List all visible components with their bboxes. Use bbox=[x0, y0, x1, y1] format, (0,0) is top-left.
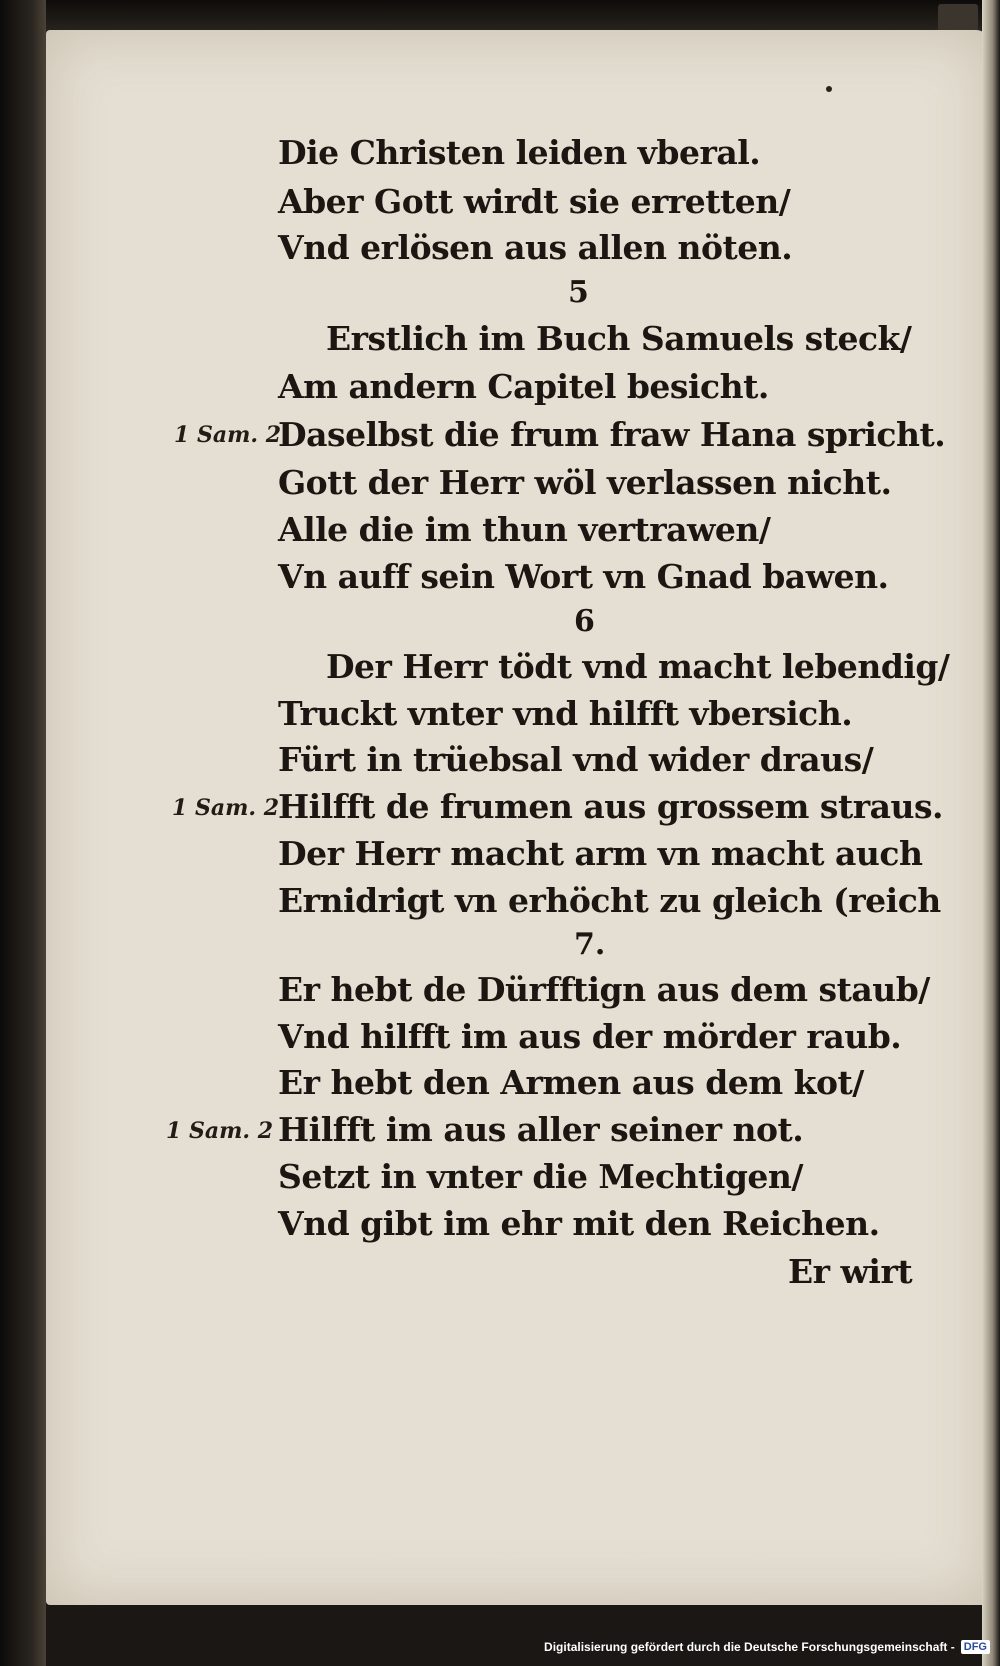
book-page bbox=[46, 30, 990, 1605]
verse-line: Setzt in vnter die Mechtigen/ bbox=[278, 1157, 803, 1196]
digitization-credit bbox=[544, 1636, 990, 1658]
verse-line: Am andern Capitel besicht. bbox=[278, 367, 769, 406]
stanza-number: 7. bbox=[574, 927, 606, 962]
verse-line: Daselbst die frum fraw Hana spricht. bbox=[278, 415, 946, 454]
dfg-logo: DFG bbox=[961, 1640, 990, 1654]
page-fore-edge bbox=[982, 0, 1000, 1666]
book-spine bbox=[0, 0, 46, 1666]
verse-line: Ernidrigt vn erhöcht zu gleich (reich bbox=[278, 881, 941, 920]
verse-line: Vnd gibt im ehr mit den Reichen. bbox=[278, 1204, 880, 1243]
verse-line: Der Herr macht arm vn macht auch bbox=[278, 834, 923, 873]
catchword: Er wirt bbox=[788, 1252, 913, 1291]
margin-reference: 1 Sam. 2 bbox=[166, 1118, 274, 1144]
verse-line: Der Herr tödt vnd macht lebendig/ bbox=[326, 647, 950, 686]
credit-text: Digitalisierung gefördert durch die Deutsche Forschungsgemeinschaft - bbox=[544, 1640, 955, 1654]
verse-line: Aber Gott wirdt sie erretten/ bbox=[278, 182, 791, 221]
verse-line: Fürt in trüebsal vnd wider draus/ bbox=[278, 740, 874, 779]
verse-line: Hilfft im aus aller seiner not. bbox=[278, 1110, 804, 1149]
verse-line: Die Christen leiden vberal. bbox=[278, 133, 761, 172]
verse-line: Er hebt den Armen aus dem kot/ bbox=[278, 1063, 864, 1102]
verse-line: Erstlich im Buch Samuels steck/ bbox=[326, 319, 912, 358]
ink-speck bbox=[826, 86, 832, 92]
verse-line: Vnd erlösen aus allen nöten. bbox=[278, 228, 793, 267]
margin-reference: 1 Sam. 2 bbox=[174, 422, 282, 448]
scan-corner-mark bbox=[938, 4, 978, 32]
verse-line: Truckt vnter vnd hilfft vbersich. bbox=[278, 694, 853, 733]
scan-top-edge bbox=[0, 0, 1000, 34]
margin-reference: 1 Sam. 2 bbox=[172, 795, 280, 821]
stanza-number: 5 bbox=[568, 275, 589, 310]
verse-line: Hilfft de frumen aus grossem straus. bbox=[278, 787, 944, 826]
verse-line: Vn auff sein Wort vn Gnad bawen. bbox=[278, 557, 889, 596]
verse-line: Er hebt de Dürfftign aus dem staub/ bbox=[278, 970, 930, 1009]
verse-line: Gott der Herr wöl verlassen nicht. bbox=[278, 463, 892, 502]
stanza-number: 6 bbox=[574, 604, 595, 639]
verse-line: Vnd hilfft im aus der mörder raub. bbox=[278, 1017, 902, 1056]
verse-line: Alle die im thun vertrawen/ bbox=[278, 510, 771, 549]
